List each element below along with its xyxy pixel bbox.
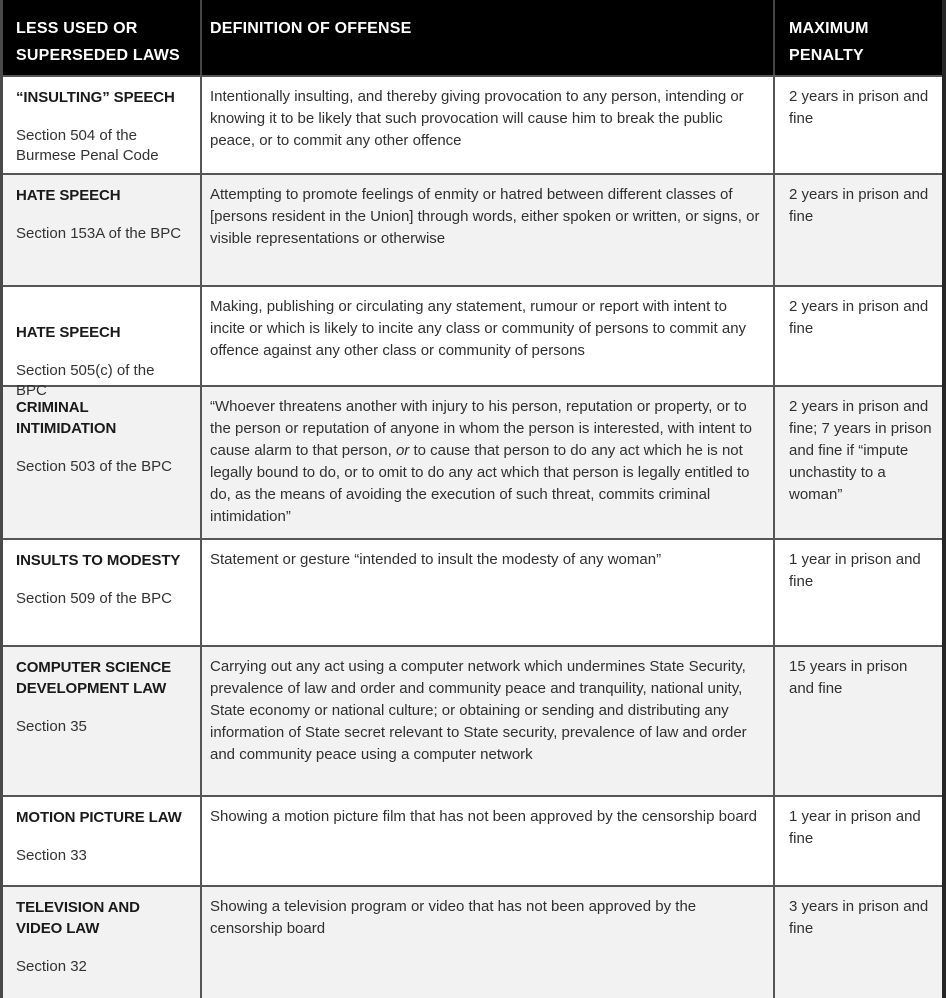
law-title: CRIMINAL INTIMIDATION — [16, 399, 117, 437]
law-title: COMPUTER SCIENCE DEVELOPMENT LAW — [16, 659, 172, 697]
penalty-text: 1 year in prison and fine — [789, 808, 921, 847]
penalty-text: 15 years in prison and fine — [789, 658, 908, 697]
definition-text-part: to cause that person to do any act which he is not legally bound to do, or to omit to do any act which that person is legally entitled to do, as the means of avoiding the execution of such threat, commits criminal intimidation” — [210, 442, 750, 525]
law-section: Section 509 of the BPC — [16, 590, 172, 607]
definition-text-italic: or — [395, 442, 410, 459]
law-cell — [3, 77, 200, 173]
definition-text: Carrying out any act using a computer network which undermines State Security, prevalence of law and order and community peace and tranquility, national unity, State economy or national culture; or obtaining or sending and distributing any information of State secret relevant to State security, prevalence of law and order and community peace using a computer network — [210, 658, 747, 763]
penalty-cell — [773, 887, 942, 998]
definition-cell — [200, 77, 773, 173]
law-section: Section 32 — [16, 958, 87, 975]
definition-cell — [200, 540, 773, 645]
penalty-text: 3 years in prison and fine — [789, 898, 929, 937]
penalty-text: 2 years in prison and fine — [789, 186, 929, 225]
penalty-cell — [773, 647, 942, 795]
table-row — [3, 173, 942, 285]
penalty-cell — [773, 287, 942, 385]
penalty-cell — [773, 77, 942, 173]
penalty-text: 2 years in prison and fine; 7 years in prison and fine if “impute unchastity to a woman” — [789, 398, 932, 503]
table-header-row — [3, 0, 942, 75]
definition-text — [210, 396, 761, 528]
definition-cell — [200, 387, 773, 538]
table-row — [3, 645, 942, 795]
header-laws-column: LESS USED OR SUPERSEDED LAWS — [16, 20, 180, 64]
definition-cell — [200, 287, 773, 385]
definition-text: Intentionally insulting, and thereby giving provocation to any person, intending or knowing it to be likely that such provocation will cause him to break the public peace, or to commit any other offence — [210, 88, 744, 149]
definition-text: Attempting to promote feelings of enmity or hatred between different classes of [persons resident in the Union] through words, either spoken or written, or signs, or visible representations or otherwise — [210, 186, 760, 247]
law-cell — [3, 287, 200, 399]
definition-cell — [200, 887, 773, 998]
definition-text-part: “Whoever threatens another with injury to his person, reputation or property, or to the person or reputation of anyone in whom the person is interested, with intent to cause alarm to that person, — [210, 398, 752, 459]
law-section: Section 153A of the BPC — [16, 225, 182, 242]
law-title: MOTION PICTURE LAW — [16, 809, 182, 826]
law-cell — [3, 887, 200, 998]
penalty-cell — [773, 797, 942, 885]
penalty-text: 2 years in prison and fine — [789, 298, 929, 337]
law-section: Section 33 — [16, 847, 87, 864]
table-row — [3, 385, 942, 538]
header-definition-column: DEFINITION OF OFFENSE — [200, 0, 773, 75]
penalty-text: 1 year in prison and fine — [789, 551, 921, 590]
table-row — [3, 285, 942, 399]
law-section: Section 504 of the Burmese Penal Code — [16, 127, 159, 164]
definition-cell — [200, 797, 773, 885]
law-title: INSULTS TO MODESTY — [16, 552, 181, 569]
table-row — [3, 885, 942, 998]
table-row — [3, 538, 942, 645]
law-section: Section 505(c) of the BPC — [16, 362, 155, 399]
definition-text: Statement or gesture “intended to insult the modesty of any woman” — [210, 551, 662, 568]
definition-text: Showing a television program or video that has not been approved by the censorship board — [210, 898, 697, 937]
penalty-cell — [773, 175, 942, 285]
law-section: Section 503 of the BPC — [16, 458, 172, 475]
definition-cell — [200, 647, 773, 795]
law-cell — [3, 387, 200, 538]
law-title: HATE SPEECH — [16, 187, 121, 204]
penalty-cell — [773, 540, 942, 645]
law-title: HATE SPEECH — [16, 324, 121, 341]
definition-text: Making, publishing or circulating any statement, rumour or report with intent to incite or which is likely to incite any class or community of persons to commit any offence against any other class or community of persons — [210, 298, 747, 359]
law-title: “INSULTING” SPEECH — [16, 89, 175, 106]
penalty-text: 2 years in prison and fine — [789, 88, 929, 127]
definition-cell — [200, 175, 773, 285]
header-penalty-column: MAXIMUM PENALTY — [773, 0, 942, 75]
law-cell — [3, 647, 200, 795]
penalty-cell — [773, 387, 942, 538]
law-cell — [3, 797, 200, 885]
table-row — [3, 795, 942, 885]
table-row — [3, 75, 942, 173]
law-cell — [3, 540, 200, 645]
law-section: Section 35 — [16, 718, 87, 735]
law-title: TELEVISION AND VIDEO LAW — [16, 899, 140, 937]
law-cell — [3, 175, 200, 285]
definition-text: Showing a motion picture film that has not been approved by the censorship board — [210, 808, 758, 825]
